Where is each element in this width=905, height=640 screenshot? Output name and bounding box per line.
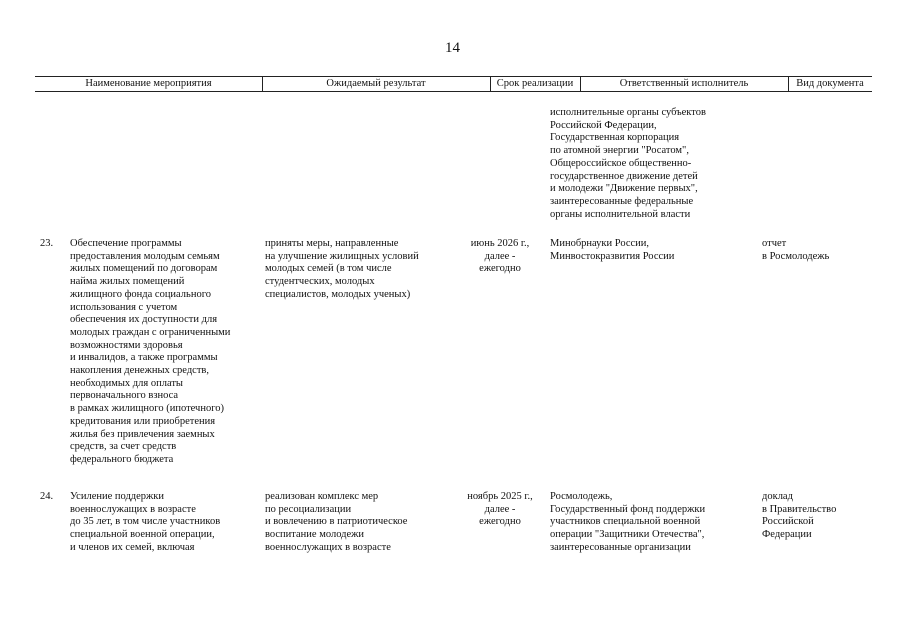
header-document: Вид документа: [796, 78, 864, 89]
row-term: июнь 2026 г., далее - ежегодно: [470, 238, 530, 275]
row-number: 23.: [40, 238, 54, 249]
row-term: ноябрь 2025 г., далее - ежегодно: [467, 491, 533, 528]
page-number: 14: [445, 40, 460, 56]
header-term: Срок реализации: [496, 78, 574, 89]
row-result: реализован комплекс мер по ресоциализации и вовлечению в патриотическое воспитание молодежи военнослужащих в возрасте: [265, 491, 408, 553]
row-responsible: Минобрнауки России, Минвостокразвития России: [550, 238, 675, 262]
continuation-responsible: исполнительные органы субъектов Российской Федерации, Государственная корпорация по атомной энергии "Росатом", Общероссийское общественно- государственное движение детей и молодежи "Движение первых", заинтересованные федеральные органы исполнительной власти: [550, 107, 706, 220]
header-responsible: Ответственный исполнитель: [619, 78, 749, 89]
header-name: Наименование мероприятия: [85, 78, 212, 89]
row-name: Обеспечение программы предоставления молодым семьям жилых помещений по договорам найма жилых помещений жилищного фонда социального использования с учетом обеспечения их доступности для молодых граждан с ограниченными возможностями здоровья и инвалидов, а также программы накопления денежных средств, необходимых для оплаты первоначального взноса в рамках жилищного (ипотечного) кредитования или приобретения жилья без привлечения заемных средств, за счет средств федерального бюджета: [70, 238, 231, 465]
row-result: приняты меры, направленные на улучшение жилищных условий молодых семей (в том числе студентческих, молодых специалистов, молодых ученых): [265, 238, 419, 300]
row-document: отчет в Росмолодежь: [762, 238, 830, 262]
table-header: [35, 76, 872, 92]
row-name: Усиление поддержки военнослужащих в возрасте до 35 лет, в том числе участников специальной военной операции, и членов их семей, включая: [70, 491, 221, 553]
row-number: 24.: [40, 491, 54, 502]
header-result: Ожидаемый результат: [326, 78, 426, 89]
row-responsible: Росмолодежь, Государственный фонд поддержки участников специальной военной операции "Защитники Отечества", заинтересованные организации: [550, 491, 706, 553]
row-document: доклад в Правительство Российской Федерации: [762, 491, 837, 541]
